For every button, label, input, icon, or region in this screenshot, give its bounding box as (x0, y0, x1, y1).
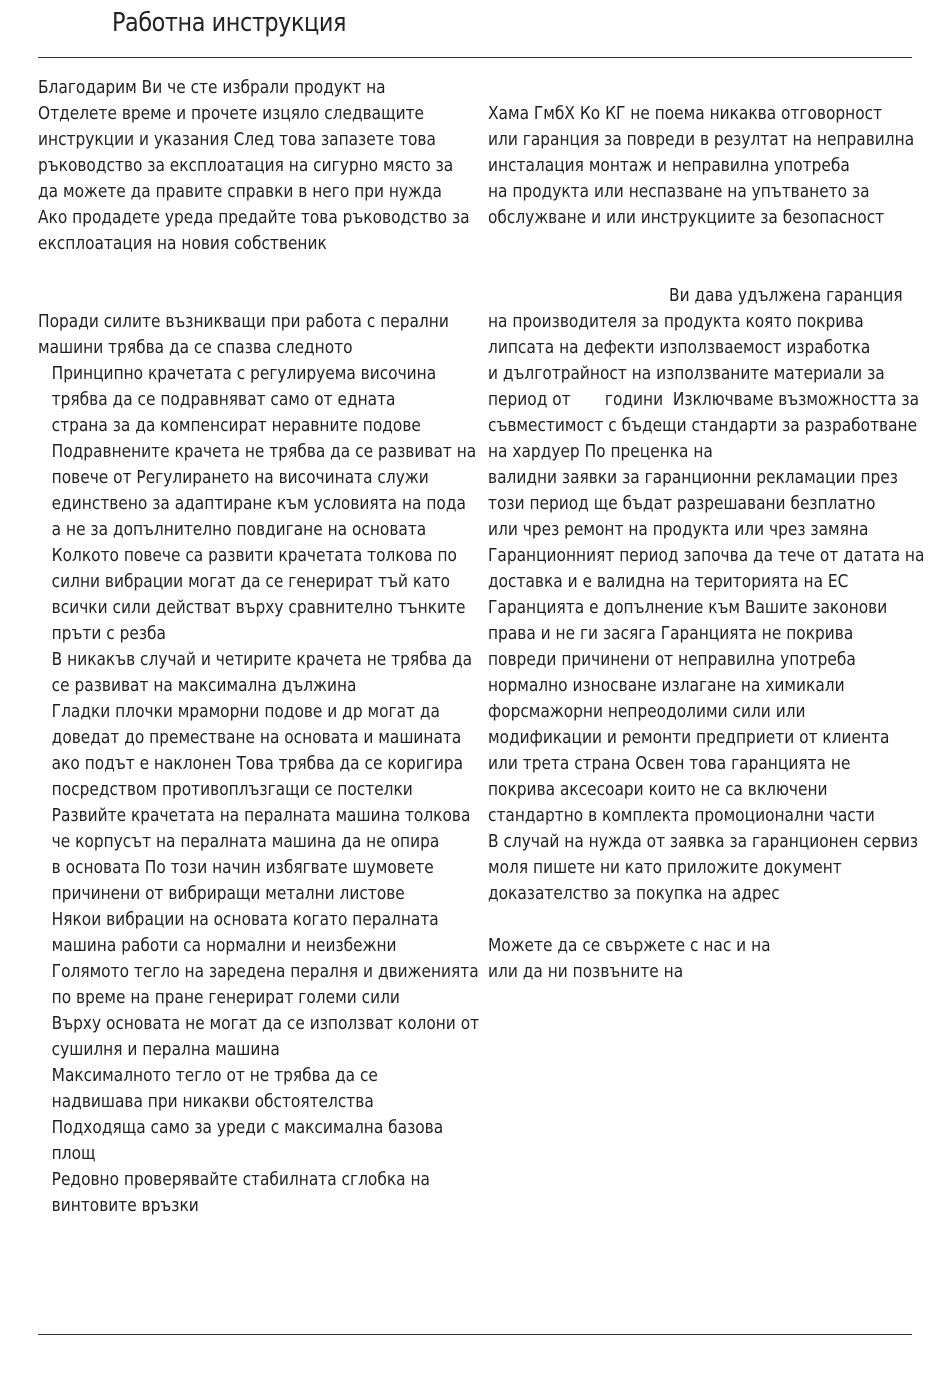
text-line: Можете да се свържете с нас и на (488, 935, 771, 956)
list-item: Колкото повече са развити крачетата толкова по (51, 545, 457, 566)
list-item: страна за да компенсират неравните подове (51, 415, 421, 436)
text-line: инструкции и указания След това запазете това (38, 129, 436, 150)
text-line: машини трябва да се спазва следното (38, 337, 353, 358)
list-item: Максималното тегло от не трябва да се (51, 1065, 378, 1086)
text-line: или гаранция за повреди в резултат на неправилна (488, 129, 915, 150)
text-line: моля пишете ни като приложите документ (488, 857, 842, 878)
text-line: на хардуер По преценка на (488, 441, 713, 462)
text-line: доставка и е валидна на територията на ЕС (488, 571, 849, 592)
text-line: доказателство за покупка на адрес (488, 883, 780, 904)
text-line: на продукта или неспазване на упътването за (488, 181, 870, 202)
text-line: период от години Изключваме възможността за (488, 389, 920, 410)
list-item: че корпусът на пералната машина да не опира (51, 831, 440, 852)
text-line: липсата на дефекти използваемост изработка (488, 337, 871, 358)
list-item: сушилня и перална машина (51, 1039, 280, 1060)
list-item: в основата По този начин избягвате шумовете (51, 857, 434, 878)
text-line: този период ще бъдат разрешавани безплатно (488, 493, 876, 514)
list-item: Някои вибрации на основата когато пералната (51, 909, 439, 930)
header-divider (38, 57, 912, 58)
list-item: всички сили действат върху сравнително тънките (51, 597, 466, 618)
list-item: винтовите връзки (51, 1195, 199, 1216)
text-line: експлоатация на новия собственик (38, 233, 327, 254)
safety-notes-intro (38, 309, 466, 361)
text-line: покрива аксесоари които не са включени (488, 779, 828, 800)
right-column (488, 101, 925, 985)
text-line: инсталация монтаж и неправилна употреба (488, 155, 850, 176)
text-line: Гаранционният период започва да тече от датата на (488, 545, 925, 566)
text-line: Ако продадете уреда предайте това ръководство за (38, 207, 470, 228)
text-line: Хама ГмбХ Ко КГ не поема никаква отговорност (488, 103, 883, 124)
list-item: се развиват на максимална дължина (51, 675, 357, 696)
text-line: Отделете време и прочете изцяло следващите (38, 103, 425, 124)
warranty-paragraph (488, 283, 925, 907)
list-item: по време на пране генерират големи сили (51, 987, 400, 1008)
text-line: стандартно в комплекта промоционални части (488, 805, 875, 826)
list-item: посредством противоплъзгащи се постелки (51, 779, 413, 800)
text-line: модификации и ремонти предприети от клиента (488, 727, 890, 748)
list-item: доведат до преместване на основата и машината (51, 727, 462, 748)
text-line: Ви дава удължена гаранция (488, 285, 903, 306)
left-column (38, 75, 480, 1219)
text-line: обслужване и или инструкциите за безопасност (488, 207, 885, 228)
list-item: трябва да се подравняват само от едната (51, 389, 396, 410)
list-item: Подходяща само за уреди с максимална базова (51, 1117, 444, 1138)
text-line: Благодарим Ви че сте избрали продукт на (38, 77, 386, 98)
safety-notes-list (38, 361, 480, 1219)
text-line: Поради силите възникващи при работа с перални (38, 311, 449, 332)
list-item: причинени от вибриращи метални листове (51, 883, 405, 904)
list-item: Гладки плочки мраморни подове и др могат да (51, 701, 440, 722)
text-line: валидни заявки за гаранционни рекламации през (488, 467, 898, 488)
list-item: надвишава при никакви обстоятелства (51, 1091, 374, 1112)
text-line: нормално износване излагане на химикали (488, 675, 845, 696)
text-line: Гаранцията е допълнение към Вашите законови (488, 597, 888, 618)
list-item: единствено за адаптиране към условията на пода (51, 493, 466, 514)
list-item: а не за допълнително повдигане на основата (51, 519, 427, 540)
text-line: да можете да правите справки в него при нужда (38, 181, 442, 202)
text-line: повреди причинени от неправилна употреба (488, 649, 856, 670)
text-line: форсмажорни непреодолими сили или (488, 701, 806, 722)
footer-divider (38, 1334, 912, 1335)
list-item: Върху основата не могат да се използват колони от (51, 1013, 480, 1034)
list-item: ако подът е наклонен Това трябва да се коригира (51, 753, 464, 774)
list-item: силни вибрации могат да се генерират тъй като (51, 571, 451, 592)
list-item: пръти с резба (51, 623, 166, 644)
intro-paragraph (38, 75, 470, 257)
list-item: площ (51, 1143, 96, 1164)
list-item: Развийте крачетата на пералната машина толкова (51, 805, 471, 826)
text-line: или да ни позвъните на (488, 961, 684, 982)
text-line: или чрез ремонт на продукта или чрез замяна (488, 519, 869, 540)
text-line: на производителя за продукта която покрива (488, 311, 864, 332)
text-line: и дълготрайност на използваните материали за (488, 363, 885, 384)
text-line: права и не ги засяга Гаранцията не покрива (488, 623, 854, 644)
list-item: Подравнените крачета не трябва да се развиват на (51, 441, 477, 462)
list-item: Голямото тегло на заредена пералня и движенията (51, 961, 479, 982)
text-line: съвместимост с бъдещи стандарти за разработване (488, 415, 918, 436)
list-item: повече от Регулирането на височината служи (51, 467, 429, 488)
liability-paragraph (488, 101, 916, 231)
list-item: Редовно проверявайте стабилната сглобка на (51, 1169, 430, 1190)
text-line: или трета страна Освен това гаранцията не (488, 753, 851, 774)
page-title: Работна инструкция (112, 8, 346, 38)
text-line: ръководство за експлоатация на сигурно място за (38, 155, 454, 176)
contact-paragraph (488, 933, 916, 985)
list-item: машина работи са нормални и неизбежни (51, 935, 397, 956)
list-item: Принципно крачетата с регулируема височина (51, 363, 437, 384)
list-item: В никакъв случай и четирите крачета не трябва да (51, 649, 473, 670)
text-line: В случай на нужда от заявка за гаранционен сервиз (488, 831, 919, 852)
